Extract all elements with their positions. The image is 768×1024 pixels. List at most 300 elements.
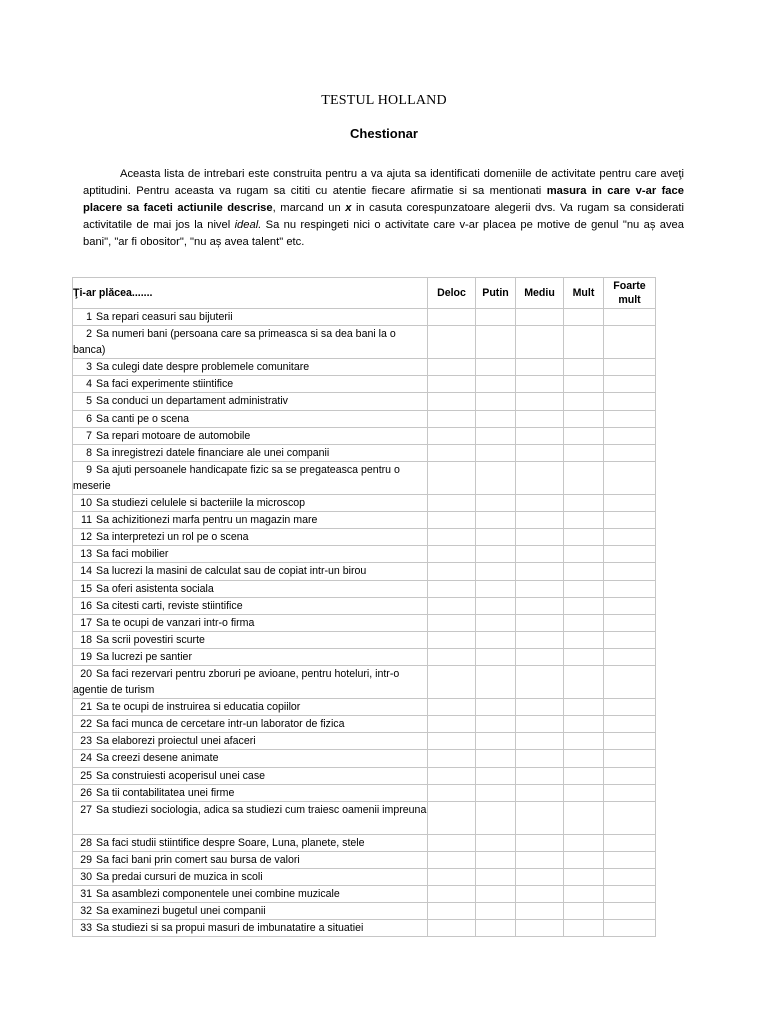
answer-cell-mediu[interactable] (516, 886, 564, 903)
answer-cell-mediu[interactable] (516, 920, 564, 937)
question-cell (73, 393, 428, 410)
question-cell (73, 529, 428, 546)
answer-cell-mediu[interactable] (516, 512, 564, 529)
answer-cell-mediu[interactable] (516, 495, 564, 512)
answer-cell-deloc[interactable] (428, 733, 476, 750)
answer-cell-deloc[interactable] (428, 903, 476, 920)
table-row (73, 868, 656, 885)
answer-cell-putin[interactable] (476, 851, 516, 868)
question-text: Sa examinezi bugetul unei companii (96, 905, 266, 918)
answer-cell-deloc[interactable] (428, 393, 476, 410)
answer-cell-deloc[interactable] (428, 495, 476, 512)
question-text: Sa studiezi celulele si bacteriile la microscop (96, 497, 306, 510)
answer-cell-putin[interactable] (476, 427, 516, 444)
answer-cell-foarte-mult[interactable] (604, 733, 656, 750)
question-cell (73, 427, 428, 444)
answer-cell-foarte-mult[interactable] (604, 750, 656, 767)
question-cell (73, 903, 428, 920)
question-number: 29 (80, 853, 92, 866)
answer-cell-putin[interactable] (476, 886, 516, 903)
question-cell (73, 495, 428, 512)
option-header-putin: Putin (476, 278, 516, 309)
table-row (73, 767, 656, 784)
answer-cell-deloc[interactable] (428, 801, 476, 834)
answer-cell-mediu[interactable] (516, 851, 564, 868)
question-cell (73, 851, 428, 868)
question-cell (73, 563, 428, 580)
table-row (73, 699, 656, 716)
answer-cell-deloc[interactable] (428, 750, 476, 767)
table-row (73, 784, 656, 801)
answer-cell-deloc[interactable] (428, 614, 476, 631)
answer-cell-mediu[interactable] (516, 529, 564, 546)
answer-cell-putin[interactable] (476, 597, 516, 614)
answer-cell-deloc[interactable] (428, 699, 476, 716)
question-text: Sa citesti carti, reviste stiintifice (96, 599, 243, 612)
question-number: 22 (80, 718, 92, 731)
questionnaire-body (73, 309, 656, 937)
answer-cell-mediu[interactable] (516, 461, 564, 494)
answer-cell-mult[interactable] (564, 359, 604, 376)
answer-cell-deloc[interactable] (428, 427, 476, 444)
answer-cell-mediu[interactable] (516, 648, 564, 665)
answer-cell-foarte-mult[interactable] (604, 648, 656, 665)
question-cell (73, 614, 428, 631)
answer-cell-deloc[interactable] (428, 359, 476, 376)
intro-ideal-text: ideal. (234, 219, 262, 232)
question-number: 4 (86, 378, 92, 391)
answer-cell-mult[interactable] (564, 529, 604, 546)
answer-cell-mult[interactable] (564, 597, 604, 614)
question-number: 28 (80, 836, 92, 849)
answer-cell-mult[interactable] (564, 801, 604, 834)
question-number: 33 (80, 922, 92, 935)
answer-cell-mult[interactable] (564, 376, 604, 393)
answer-cell-mediu[interactable] (516, 801, 564, 834)
question-number: 24 (80, 752, 92, 765)
question-number: 27 (80, 803, 92, 816)
question-text: Sa canti pe o scena (96, 412, 190, 425)
intro-paragraph (83, 166, 684, 251)
answer-cell-mediu[interactable] (516, 444, 564, 461)
question-text: Sa inregistrezi datele financiare ale unei companii (96, 446, 330, 459)
answer-cell-foarte-mult[interactable] (604, 886, 656, 903)
answer-cell-foarte-mult[interactable] (604, 546, 656, 563)
answer-cell-foarte-mult[interactable] (604, 495, 656, 512)
question-cell (73, 597, 428, 614)
question-number: 1 (86, 311, 92, 323)
answer-cell-deloc[interactable] (428, 546, 476, 563)
answer-cell-mult[interactable] (564, 631, 604, 648)
answer-cell-mediu[interactable] (516, 767, 564, 784)
answer-cell-foarte-mult[interactable] (604, 597, 656, 614)
question-text: Sa interpretezi un rol pe o scena (96, 531, 249, 544)
answer-cell-deloc[interactable] (428, 767, 476, 784)
question-number: 18 (80, 633, 92, 646)
answer-cell-mult[interactable] (564, 495, 604, 512)
document-subtitle: Chestionar (350, 126, 418, 141)
table-row (73, 376, 656, 393)
table-row (73, 851, 656, 868)
answer-cell-mediu[interactable] (516, 733, 564, 750)
answer-cell-foarte-mult[interactable] (604, 614, 656, 631)
answer-cell-mult[interactable] (564, 767, 604, 784)
question-number: 8 (86, 446, 92, 459)
answer-cell-foarte-mult[interactable] (604, 444, 656, 461)
answer-cell-foarte-mult[interactable] (604, 529, 656, 546)
answer-cell-foarte-mult[interactable] (604, 868, 656, 885)
table-row (73, 834, 656, 851)
answer-cell-putin[interactable] (476, 834, 516, 851)
answer-cell-deloc[interactable] (428, 529, 476, 546)
answer-cell-deloc[interactable] (428, 886, 476, 903)
answer-cell-deloc[interactable] (428, 461, 476, 494)
intro-bold-text: masura in care v-ar face placere sa faceti actiunile descrise (83, 185, 684, 215)
question-cell (73, 359, 428, 376)
answer-cell-putin[interactable] (476, 359, 516, 376)
table-row (73, 733, 656, 750)
answer-cell-mediu[interactable] (516, 410, 564, 427)
option-header-mediu: Mediu (516, 278, 564, 309)
question-number: 12 (80, 531, 92, 544)
answer-cell-putin[interactable] (476, 903, 516, 920)
table-row (73, 597, 656, 614)
answer-cell-foarte-mult[interactable] (604, 767, 656, 784)
answer-cell-foarte-mult[interactable] (604, 834, 656, 851)
answer-cell-foarte-mult[interactable] (604, 665, 656, 698)
intro-x-mark: x (345, 202, 352, 215)
answer-cell-putin[interactable] (476, 699, 516, 716)
table-row (73, 648, 656, 665)
question-number: 14 (80, 565, 92, 578)
table-row (73, 529, 656, 546)
answer-cell-putin[interactable] (476, 546, 516, 563)
answer-cell-deloc[interactable] (428, 665, 476, 698)
question-cell (73, 733, 428, 750)
answer-cell-mediu[interactable] (516, 546, 564, 563)
answer-cell-foarte-mult[interactable] (604, 410, 656, 427)
answer-cell-foarte-mult[interactable] (604, 801, 656, 834)
table-row (73, 920, 656, 937)
answer-cell-mediu[interactable] (516, 903, 564, 920)
question-number: 25 (80, 769, 92, 782)
question-number: 20 (80, 667, 92, 680)
answer-cell-foarte-mult[interactable] (604, 716, 656, 733)
answer-cell-putin[interactable] (476, 495, 516, 512)
table-row (73, 495, 656, 512)
answer-cell-putin[interactable] (476, 801, 516, 834)
question-number: 7 (86, 429, 92, 442)
answer-cell-mult[interactable] (564, 903, 604, 920)
table-row (73, 716, 656, 733)
table-row (73, 750, 656, 767)
answer-cell-putin[interactable] (476, 580, 516, 597)
question-number: 5 (86, 395, 92, 408)
question-text: Sa construiesti acoperisul unei case (96, 769, 266, 782)
answer-cell-mult[interactable] (564, 886, 604, 903)
answer-cell-mult[interactable] (564, 461, 604, 494)
answer-cell-deloc[interactable] (428, 716, 476, 733)
question-number: 3 (86, 361, 92, 374)
answer-cell-mediu[interactable] (516, 393, 564, 410)
answer-cell-mediu[interactable] (516, 563, 564, 580)
question-number: 30 (80, 870, 92, 883)
answer-cell-mult[interactable] (564, 427, 604, 444)
answer-cell-mediu[interactable] (516, 614, 564, 631)
answer-cell-putin[interactable] (476, 665, 516, 698)
answer-cell-foarte-mult[interactable] (604, 920, 656, 937)
answer-cell-putin[interactable] (476, 410, 516, 427)
table-row (73, 631, 656, 648)
answer-cell-putin[interactable] (476, 767, 516, 784)
question-number: 13 (80, 548, 92, 561)
question-text: Sa faci studii stiintifice despre Soare, Luna, planete, stele (96, 836, 365, 849)
answer-cell-foarte-mult[interactable] (604, 631, 656, 648)
answer-cell-mult[interactable] (564, 665, 604, 698)
answer-cell-mediu[interactable] (516, 868, 564, 885)
answer-cell-putin[interactable] (476, 393, 516, 410)
answer-cell-putin[interactable] (476, 784, 516, 801)
table-row (73, 903, 656, 920)
question-cell (73, 631, 428, 648)
question-cell (73, 834, 428, 851)
question-number: 9 (86, 463, 92, 476)
answer-cell-deloc[interactable] (428, 410, 476, 427)
question-text: Sa achizitionezi marfa pentru un magazin mare (96, 514, 318, 527)
answer-cell-putin[interactable] (476, 920, 516, 937)
table-row (73, 886, 656, 903)
question-cell (73, 512, 428, 529)
question-cell (73, 920, 428, 937)
table-row (73, 427, 656, 444)
table-row (73, 580, 656, 597)
question-number: 23 (80, 735, 92, 748)
answer-cell-foarte-mult[interactable] (604, 326, 656, 359)
question-text: Sa predai cursuri de muzica in scoli (96, 870, 263, 883)
answer-cell-mult[interactable] (564, 648, 604, 665)
answer-cell-deloc[interactable] (428, 563, 476, 580)
table-row (73, 563, 656, 580)
question-text: Sa faci munca de cercetare intr-un laborator de fizica (96, 718, 345, 731)
answer-cell-deloc[interactable] (428, 597, 476, 614)
question-cell (73, 801, 428, 834)
question-text: Sa asamblezi componentele unei combine muzicale (96, 888, 340, 900)
question-text: Sa lucrezi pe santier (96, 650, 192, 663)
answer-cell-mediu[interactable] (516, 834, 564, 851)
answer-cell-putin[interactable] (476, 309, 516, 326)
answer-cell-foarte-mult[interactable] (604, 512, 656, 529)
question-cell (73, 784, 428, 801)
question-text: Sa repari ceasuri sau bijuterii (96, 311, 233, 323)
question-text: Sa faci experimente stiintifice (96, 378, 234, 391)
answer-cell-foarte-mult[interactable] (604, 699, 656, 716)
table-row (73, 512, 656, 529)
question-text: Sa oferi asistenta sociala (96, 582, 214, 595)
questionnaire-table (72, 277, 656, 937)
answer-cell-deloc[interactable] (428, 326, 476, 359)
answer-cell-deloc[interactable] (428, 580, 476, 597)
table-row (73, 309, 656, 326)
answer-cell-deloc[interactable] (428, 631, 476, 648)
question-text: Sa creezi desene animate (96, 752, 219, 765)
table-row (73, 444, 656, 461)
answer-cell-mult[interactable] (564, 614, 604, 631)
answer-cell-putin[interactable] (476, 376, 516, 393)
question-text: Sa culegi date despre problemele comunitare (96, 361, 310, 374)
answer-cell-mult[interactable] (564, 546, 604, 563)
answer-cell-foarte-mult[interactable] (604, 376, 656, 393)
question-cell (73, 580, 428, 597)
answer-cell-deloc[interactable] (428, 648, 476, 665)
answer-cell-mediu[interactable] (516, 580, 564, 597)
question-cell (73, 750, 428, 767)
answer-cell-putin[interactable] (476, 444, 516, 461)
question-cell (73, 546, 428, 563)
answer-cell-putin[interactable] (476, 750, 516, 767)
answer-cell-putin[interactable] (476, 529, 516, 546)
question-text: Sa lucrezi la masini de calculat sau de copiat intr-un birou (96, 565, 367, 578)
answer-cell-mediu[interactable] (516, 359, 564, 376)
answer-cell-foarte-mult[interactable] (604, 393, 656, 410)
question-cell (73, 868, 428, 885)
answer-cell-mult[interactable] (564, 750, 604, 767)
question-number: 21 (80, 701, 92, 714)
table-row (73, 546, 656, 563)
answer-cell-deloc[interactable] (428, 920, 476, 937)
answer-cell-mediu[interactable] (516, 427, 564, 444)
question-cell (73, 461, 428, 494)
answer-cell-mediu[interactable] (516, 309, 564, 326)
question-number: 16 (80, 599, 92, 612)
question-text: Sa conduci un departament administrativ (96, 395, 288, 408)
answer-cell-foarte-mult[interactable] (604, 784, 656, 801)
answer-cell-mediu[interactable] (516, 784, 564, 801)
question-cell (73, 699, 428, 716)
table-row (73, 410, 656, 427)
answer-cell-foarte-mult[interactable] (604, 563, 656, 580)
option-header-deloc: Deloc (428, 278, 476, 309)
answer-cell-mult[interactable] (564, 920, 604, 937)
question-text: Sa tii contabilitatea unei firme (96, 786, 235, 799)
question-number: 11 (81, 514, 92, 527)
answer-cell-deloc[interactable] (428, 868, 476, 885)
answer-cell-foarte-mult[interactable] (604, 851, 656, 868)
question-cell (73, 376, 428, 393)
answer-cell-mediu[interactable] (516, 716, 564, 733)
answer-cell-putin[interactable] (476, 512, 516, 529)
answer-cell-mult[interactable] (564, 410, 604, 427)
question-cell (73, 410, 428, 427)
question-cell (73, 309, 428, 326)
answer-cell-mult[interactable] (564, 444, 604, 461)
answer-cell-mult[interactable] (564, 868, 604, 885)
table-row (73, 393, 656, 410)
answer-cell-putin[interactable] (476, 563, 516, 580)
answer-cell-putin[interactable] (476, 461, 516, 494)
answer-cell-deloc[interactable] (428, 512, 476, 529)
option-header-foarte-mult: Foarte mult (604, 278, 656, 309)
answer-cell-foarte-mult[interactable] (604, 359, 656, 376)
answer-cell-putin[interactable] (476, 716, 516, 733)
answer-cell-mediu[interactable] (516, 597, 564, 614)
answer-cell-mult[interactable] (564, 851, 604, 868)
table-row (73, 801, 656, 834)
question-number: 17 (80, 616, 92, 629)
answer-cell-mult[interactable] (564, 784, 604, 801)
answer-cell-putin[interactable] (476, 631, 516, 648)
answer-cell-mult[interactable] (564, 733, 604, 750)
answer-cell-mediu[interactable] (516, 376, 564, 393)
answer-cell-foarte-mult[interactable] (604, 309, 656, 326)
question-text: Sa faci bani prin comert sau bursa de valori (96, 853, 300, 866)
question-number: 15 (80, 582, 92, 595)
question-text: Sa faci rezervari pentru zboruri pe avioane, pentru hoteluri, intr-o agentie de turism (73, 667, 400, 697)
question-column-header: Ţi-ar plăcea....... (73, 278, 428, 309)
answer-cell-deloc[interactable] (428, 376, 476, 393)
intro-text-2: , marcand un (272, 202, 346, 215)
question-text: Sa studiezi si sa propui masuri de imbunatatire a situatiei (96, 922, 364, 935)
question-text: Sa studiezi sociologia, adica sa studiezi cum traiesc oamenii impreuna (96, 803, 427, 816)
answer-cell-deloc[interactable] (428, 784, 476, 801)
question-text: Sa te ocupi de instruirea si educatia copiilor (96, 701, 301, 714)
answer-cell-putin[interactable] (476, 733, 516, 750)
answer-cell-foarte-mult[interactable] (604, 580, 656, 597)
answer-cell-mediu[interactable] (516, 699, 564, 716)
answer-cell-mult[interactable] (564, 393, 604, 410)
question-text: Sa scrii povestiri scurte (96, 633, 205, 646)
answer-cell-mediu[interactable] (516, 750, 564, 767)
table-row (73, 359, 656, 376)
answer-cell-foarte-mult[interactable] (604, 461, 656, 494)
answer-cell-putin[interactable] (476, 868, 516, 885)
question-number: 31 (80, 888, 92, 900)
answer-cell-deloc[interactable] (428, 309, 476, 326)
answer-cell-mult[interactable] (564, 580, 604, 597)
answer-cell-mediu[interactable] (516, 631, 564, 648)
answer-cell-mediu[interactable] (516, 326, 564, 359)
answer-cell-mult[interactable] (564, 563, 604, 580)
answer-cell-deloc[interactable] (428, 444, 476, 461)
table-row (73, 665, 656, 698)
question-text: Sa elaborezi proiectul unei afaceri (96, 735, 256, 748)
question-number: 19 (80, 650, 92, 663)
question-cell (73, 444, 428, 461)
question-cell (73, 665, 428, 698)
answer-cell-deloc[interactable] (428, 834, 476, 851)
question-cell (73, 326, 428, 359)
question-number: 26 (80, 786, 92, 799)
table-header-row (73, 278, 656, 309)
answer-cell-foarte-mult[interactable] (604, 903, 656, 920)
question-number: 10 (80, 497, 92, 510)
question-cell (73, 767, 428, 784)
answer-cell-mult[interactable] (564, 834, 604, 851)
answer-cell-mult[interactable] (564, 326, 604, 359)
answer-cell-mult[interactable] (564, 512, 604, 529)
answer-cell-mult[interactable] (564, 309, 604, 326)
answer-cell-mediu[interactable] (516, 665, 564, 698)
answer-cell-mult[interactable] (564, 699, 604, 716)
document-title: TESTUL HOLLAND (321, 93, 447, 108)
answer-cell-mult[interactable] (564, 716, 604, 733)
answer-cell-deloc[interactable] (428, 851, 476, 868)
question-text: Sa repari motoare de automobile (96, 429, 251, 442)
answer-cell-putin[interactable] (476, 648, 516, 665)
answer-cell-foarte-mult[interactable] (604, 427, 656, 444)
answer-cell-putin[interactable] (476, 614, 516, 631)
answer-cell-putin[interactable] (476, 326, 516, 359)
question-cell (73, 886, 428, 903)
